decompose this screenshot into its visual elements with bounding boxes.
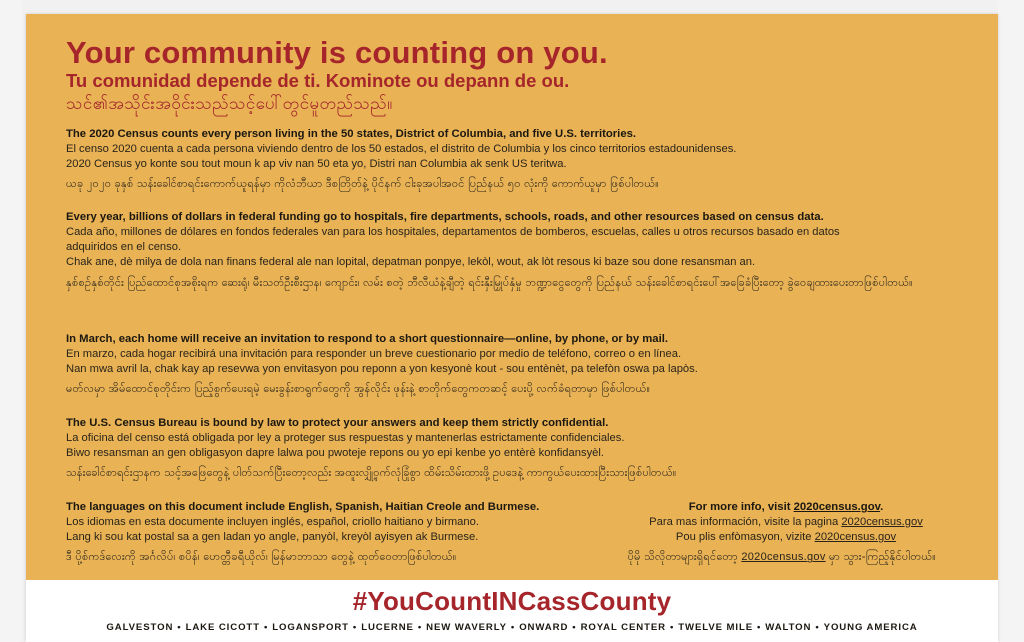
section-census-counts [66, 127, 926, 193]
town-separator: • [352, 622, 358, 633]
section-heading: Every year, billions of dollars in federal funding go to hospitals, fire departments, schools, roads, and other resources based on census data. [66, 211, 824, 223]
section-languages [66, 500, 586, 566]
census-link-es[interactable]: 2020census.gov [841, 516, 923, 528]
section-federal-funding [66, 210, 926, 292]
town-separator: • [572, 622, 577, 633]
right-margin [998, 0, 1024, 642]
section-line-my: နှစ်စဉ်နှစ်တိုင်း ပြည်ထောင်စုအစိုးရက ဆေးရုံ၊ မီးသတ်ဦးစီးဌာန၊ ကျောင်း၊ လမ်း စတဲ့ ဘီလီယံနဲ့ချီတဲ့ ရင်းနှီးမြှုပ်နှံမှု ဘဏ္ဍာငွေတွေကို ပြည်နယ် သန်းခေါင်စာရင်းပေါ်အခြေခံပြီးတော့ ခွဲဝေချထားပေးတာဖြစ်ပါတယ်။ [66, 276, 913, 289]
town-name: ROYAL CENTER [580, 622, 666, 633]
section-line-my: ဒီ ပို့စ်ကဒ်လေးကို အင်္ဂလိပ်၊ စပိန်၊ ဟေတ္တီခရီယိုလ်၊ မြန်မာဘာသာ တွေနဲ့ ထုတ်ဝေတာဖြစ်ပါတယ်။ [66, 551, 457, 564]
section-line-my: ယခု ၂၀၂၀ ခုနှစ် သန်းခေါင်စာရင်းကောက်ယူရန်မှာ ကိုလံဘီယာ ဒီစတြိတ်နဲ့ ပိုင်နက် ငါးခုအပါအဝင် ပြည်နယ် ၅၀ လုံးကို ကောက်ယူမှာ ဖြစ်ပါတယ်။ [66, 178, 659, 191]
section-line-es: La oficina del censo está obligada por ley a proteger sus respuestas y mantenerlas estrictamente confidenciales. [66, 432, 625, 444]
town-list [26, 621, 998, 635]
town-name: WALTON [765, 622, 812, 633]
section-line-es: En marzo, cada hogar recibirá una invitación para responder un breve cuestionario por medio de teléfono, correo o en línea. [66, 348, 682, 360]
section-line-es: El censo 2020 cuenta a cada persona viviendo dentro de los 50 estados, el distrito de Columbia y los cinco territorios estadounidenses. [66, 143, 737, 155]
section-line-ht: Lang ki sou kat postal sa a gen ladan yo angle, panyòl, kreyòl ayisyen ak Burmese. [66, 531, 479, 544]
headline: Your community is counting on you. [66, 35, 608, 70]
town-separator: • [670, 622, 675, 633]
town-name: TWELVE MILE [678, 622, 754, 633]
section-confidentiality [66, 416, 926, 482]
town-name: NEW WAVERLY [426, 622, 507, 633]
section-line-es: Los idiomas en esta documente incluyen inglés, español, criollo haitiano y birmano. [66, 516, 479, 528]
town-separator: • [263, 622, 269, 633]
town-separator: • [757, 622, 762, 633]
section-heading: The U.S. Census Bureau is bound by law to protect your answers and keep them strictly confidential. [66, 417, 609, 429]
section-heading: The 2020 Census counts every person living in the 50 states, District of Columbia, and five U.S. territories. [66, 128, 637, 140]
town-name: GALVESTON [106, 622, 174, 633]
section-heading: In March, each home will receive an invitation to respond to a short questionnaire—online, by phone, or by mail. [66, 333, 668, 345]
section-line-es-cont: adquiridos en el censo. [66, 241, 182, 254]
section-invitation [66, 332, 926, 398]
more-info-en: For more info, visit 2020census.gov. [688, 501, 884, 513]
campaign-hashtag: #YouCountINCassCounty [352, 586, 672, 616]
census-link-my[interactable]: 2020census.gov [741, 551, 826, 564]
section-line-my: မတ်လမှာ အိမ်ထောင်စုတိုင်းက ပြည့်စွက်ပေးရမဲ့ မေးခွန်းစာရွက်တွေကို အွန်လိုင်း ဖုန်းနဲ့ စာတိုက်တွေကတဆင့် ပေးပို့ လက်ခံရတာမှာ ဖြစ်ပါတယ်။ [66, 383, 651, 396]
town-name: LUCERNE [361, 622, 414, 633]
more-info-es: Para mas información, visite la pagina 2020census.gov [649, 516, 923, 528]
document-page [26, 14, 998, 642]
town-name: YOUNG AMERICA [823, 622, 918, 633]
more-info-my: ပိုမို သိလိုတာများရှိရင်တော့ 2020census.gov မှာ သွား-ကြည့်နိုင်ပါတယ်။ [627, 551, 936, 564]
town-separator: • [510, 622, 516, 633]
section-line-ht: 2020 Census yo konte sou tout moun k ap viv nan 50 eta yo, Distri nan Columbia ak senk US teritwa. [66, 158, 567, 171]
town-name: LAKE CICOTT [185, 622, 260, 633]
info-panel [26, 14, 998, 580]
section-line-ht: Nan mwa avril la, chak kay ap resevwa yon envitasyon pou reponn a yon kesyonè kout - sou entènèt, pa telefòn oswa pa lapòs. [66, 363, 698, 376]
subheadline: Tu comunidad depende de ti. Kominote ou depann de ou. [66, 70, 570, 91]
town-name: ONWARD [519, 622, 569, 633]
burmese-headline: သင်၏အသိုင်းအဝိုင်းသည်သင့်ပေါ်တွင်မူတည်သည်။ [66, 94, 393, 113]
census-link-ht[interactable]: 2020census.gov [814, 531, 897, 544]
town-separator: • [417, 622, 423, 633]
census-link[interactable]: 2020census.gov [793, 501, 881, 513]
town-separator: • [177, 622, 182, 633]
section-line-ht: Biwo resansman an gen obligasyon dapre lalwa pou pwoteje repons ou yo epi kenbe yo entèrè konfidansyèl. [66, 447, 604, 460]
section-heading: The languages on this document include English, Spanish, Haitian Creole and Burmese. [66, 501, 540, 513]
section-line-es: Cada año, millones de dólares en fondos federales van para los hospitales, departamentos de bomberos, escuelas, calles u otros recursos basado en datos [66, 226, 840, 238]
town-separator: • [815, 622, 820, 633]
more-info-ht: Pou plis enfòmasyon, vizite 2020census.gov [675, 531, 897, 544]
section-line-ht: Chak ane, dè milya de dola nan finans federal ale nan lopital, depatman ponpye, lekòl, wout, ak lòt resous ki baze sou done resansman an. [66, 256, 756, 269]
town-name: LOGANSPORT [272, 622, 349, 633]
left-margin [0, 0, 22, 642]
section-line-my: သန်းခေါင်စာရင်းဌာနက သင့်အဖြေတွေနဲ့ ပါတ်သက်ပြီးတော့လည်း အထူးလျှို့ဝှက်လုံခြုံစွာ ထိမ်းသိမ်းထားဖို့ ဥပဒေနဲ့ ကာကွယ်ပေးထားပြီးသားဖြစ်ပါတယ်။ [66, 467, 677, 480]
more-info-block [596, 500, 936, 566]
